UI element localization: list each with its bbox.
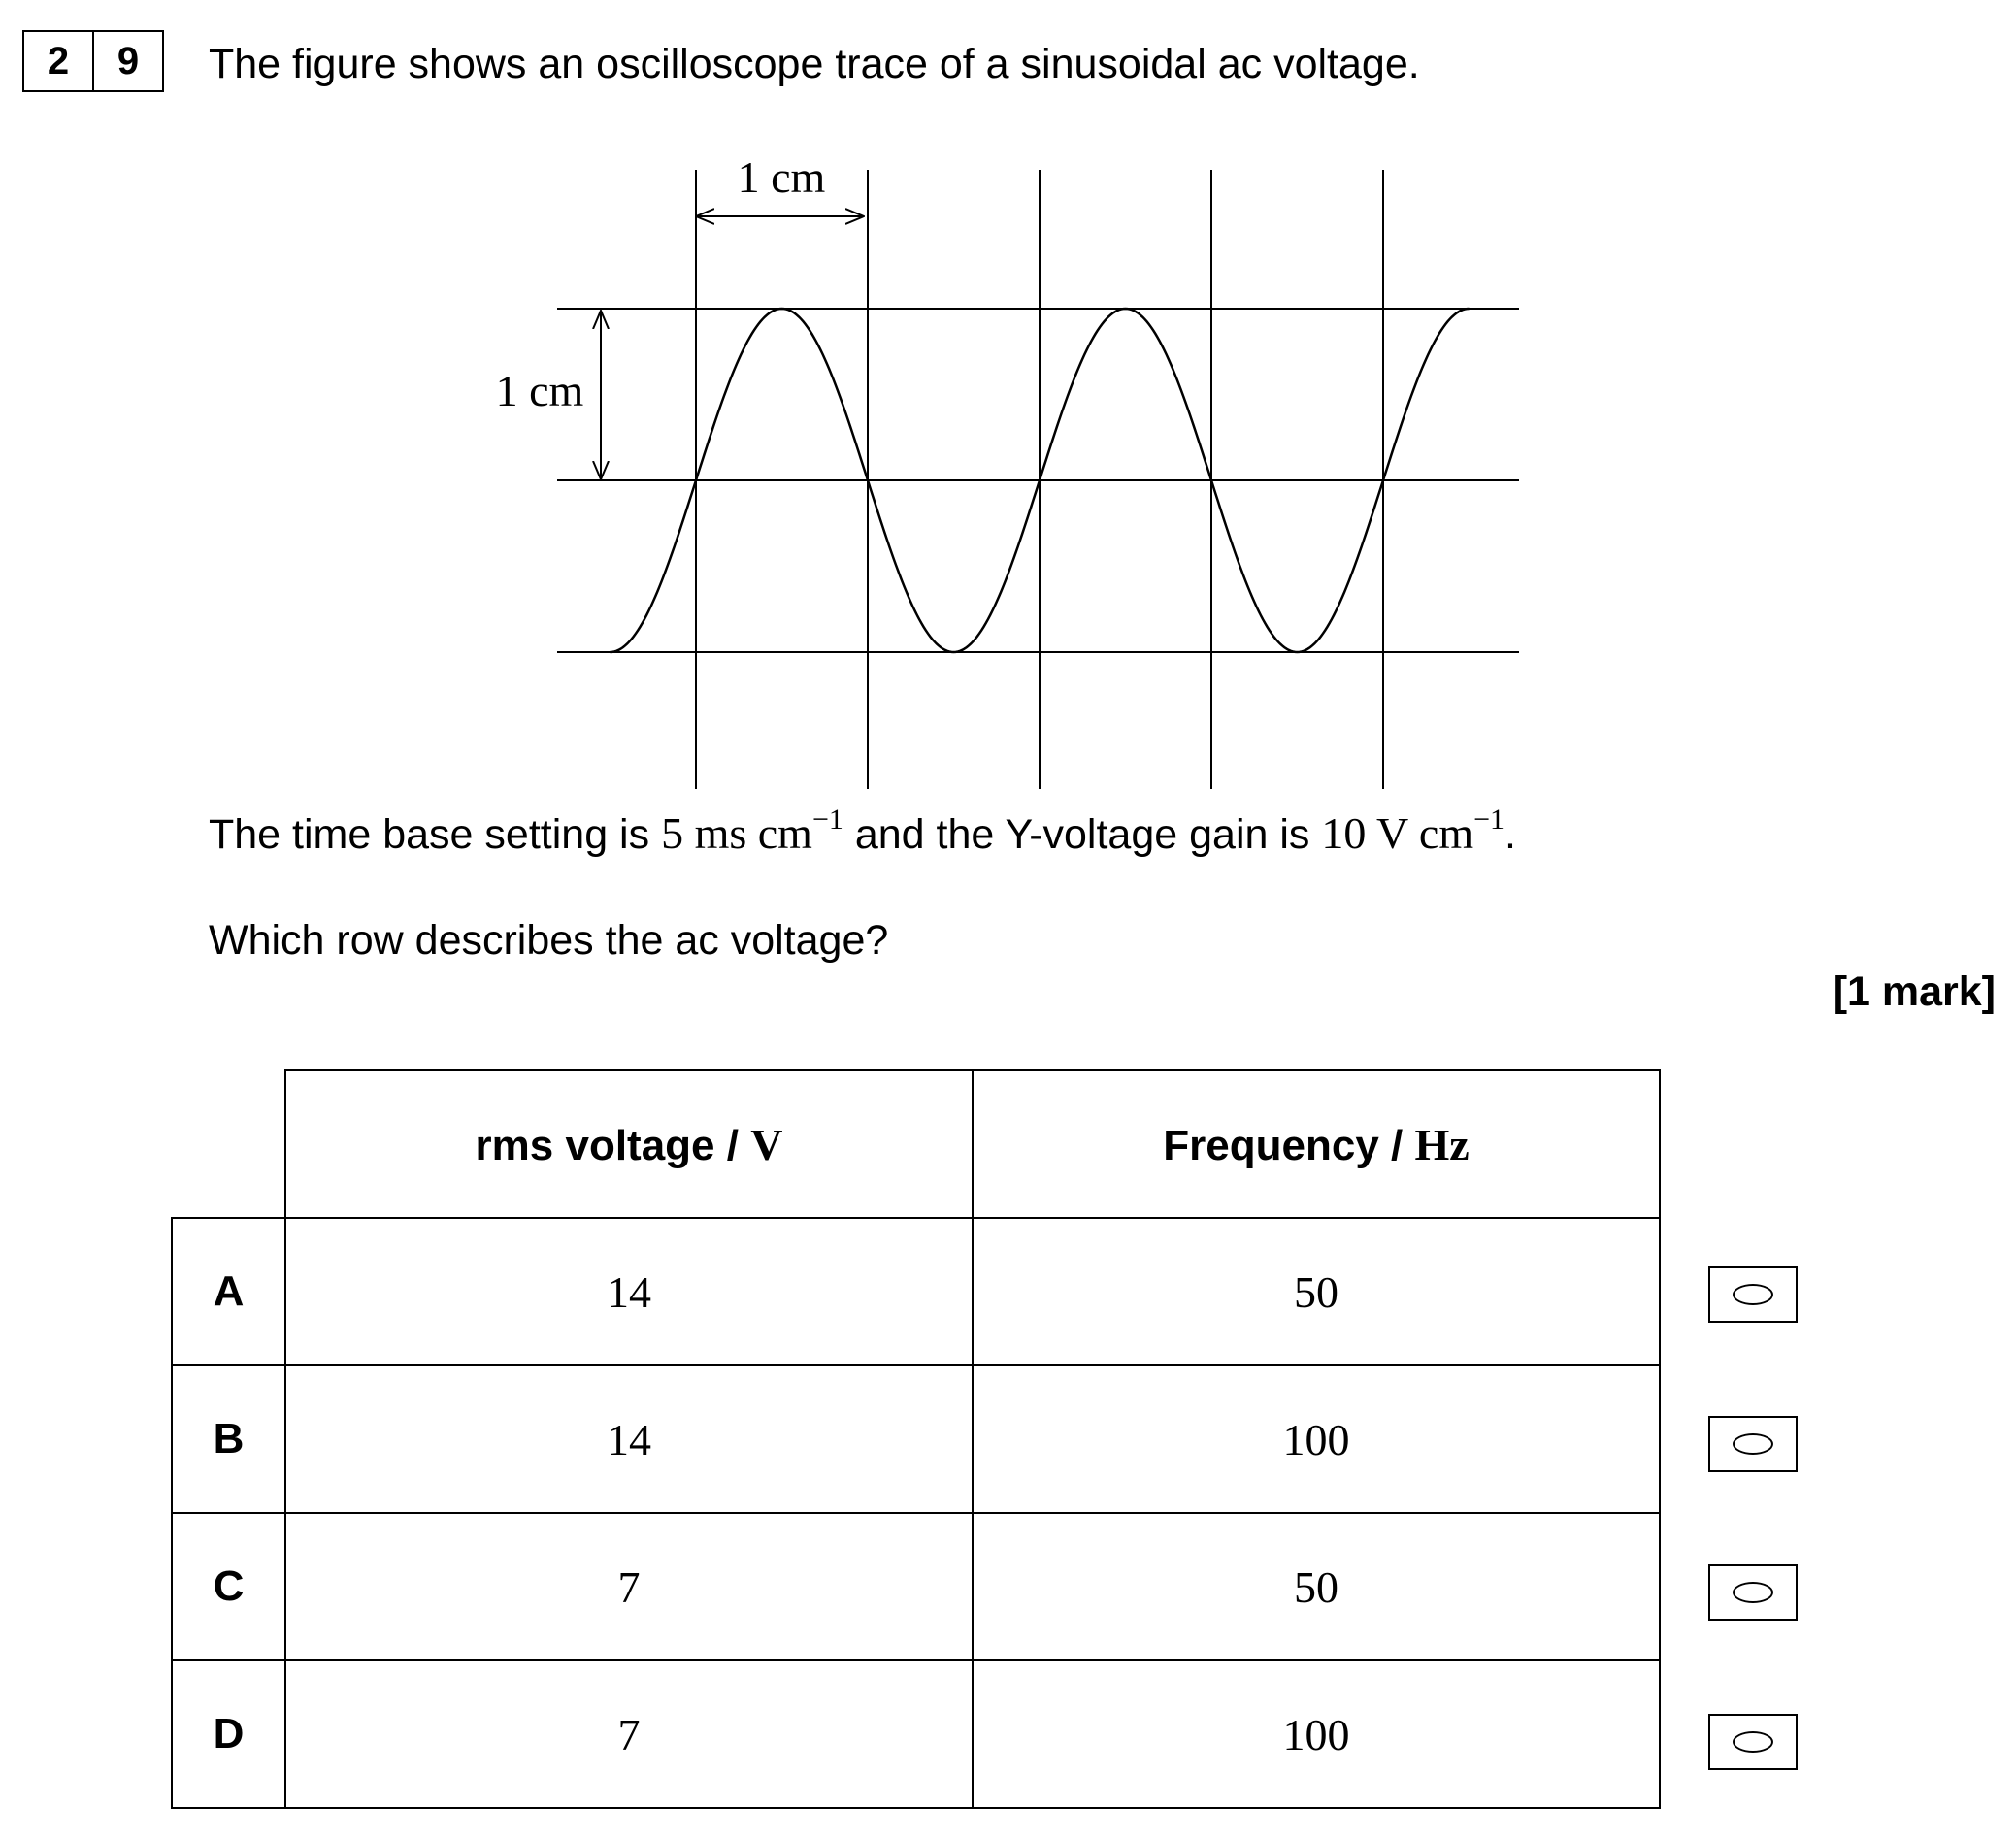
table-row (172, 1365, 1660, 1513)
time-base-value: 5 ms cm (661, 808, 812, 858)
time-base-exponent: −1 (811, 804, 843, 836)
row-rms-value: 14 (285, 1365, 973, 1513)
settings-middle: and the Y-voltage gain is (843, 811, 1322, 858)
header-rms-unit: V (750, 1119, 783, 1169)
settings-line (209, 804, 1516, 859)
row-letter: C (172, 1513, 285, 1660)
gain-exponent: −1 (1473, 804, 1505, 836)
header-frequency-unit: Hz (1414, 1119, 1470, 1169)
row-frequency-value: 50 (973, 1218, 1660, 1365)
settings-prefix: The time base setting is (209, 811, 662, 858)
gain-value: 10 V cm (1321, 808, 1474, 858)
header-frequency (973, 1070, 1660, 1218)
question-number-digit-2: 9 (92, 32, 162, 90)
question-stem: The figure shows an oscilloscope trace of a sinusoidal ac voltage. (209, 41, 1420, 87)
row-frequency-value: 100 (973, 1660, 1660, 1808)
horizontal-dimension-label: 1 cm (737, 152, 826, 202)
horizontal-grid-lines (557, 309, 1519, 652)
oscilloscope-figure (0, 0, 2016, 815)
bubble-oval-icon (1733, 1731, 1773, 1753)
bubble-oval-icon (1733, 1582, 1773, 1603)
row-letter: A (172, 1218, 285, 1365)
table-corner-cell (172, 1070, 285, 1218)
row-frequency-value: 50 (973, 1513, 1660, 1660)
row-letter: B (172, 1365, 285, 1513)
answer-bubble-d[interactable] (1708, 1714, 1798, 1770)
answer-bubble-c[interactable] (1708, 1564, 1798, 1621)
answer-bubble-a[interactable] (1708, 1266, 1798, 1323)
header-rms-voltage (285, 1070, 973, 1218)
table-row (172, 1513, 1660, 1660)
answer-bubble-b[interactable] (1708, 1416, 1798, 1472)
settings-suffix: . (1504, 811, 1516, 858)
marks-label: [1 mark] (1833, 968, 1996, 1015)
table-row (172, 1660, 1660, 1808)
table-header-row (172, 1070, 1660, 1218)
row-rms-value: 7 (285, 1513, 973, 1660)
vertical-dimension-label: 1 cm (495, 366, 584, 415)
row-letter: D (172, 1660, 285, 1808)
row-frequency-value: 100 (973, 1365, 1660, 1513)
answer-table (171, 1069, 1661, 1809)
header-rms-text: rms voltage / (475, 1121, 751, 1169)
bubble-oval-icon (1733, 1433, 1773, 1455)
row-rms-value: 14 (285, 1218, 973, 1365)
row-rms-value: 7 (285, 1660, 973, 1808)
question-prompt: Which row describes the ac voltage? (209, 917, 889, 964)
bubble-oval-icon (1733, 1284, 1773, 1305)
question-number-digit-1: 2 (47, 39, 70, 82)
header-frequency-text: Frequency / (1163, 1121, 1415, 1169)
table-row (172, 1218, 1660, 1365)
